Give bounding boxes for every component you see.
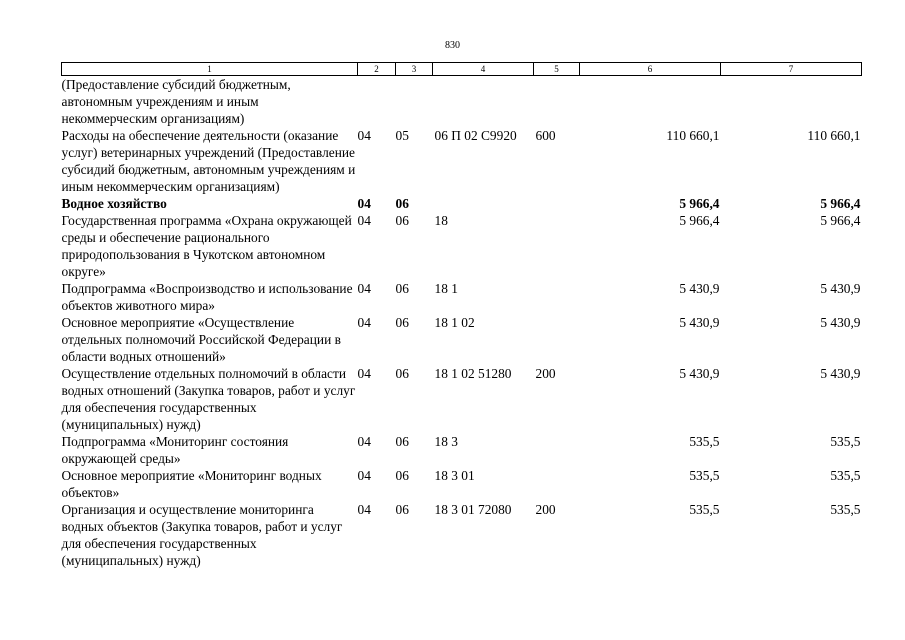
row-section: 04 [357,366,371,381]
row-expense-type [534,212,580,280]
row-name: Подпрограмма «Мониторинг состояния окружающей среды» [61,434,289,466]
row-sum-year2: 5 430,9 [820,281,861,296]
row-section: 04 [357,281,371,296]
row-sum-year2: 5 430,9 [820,366,861,381]
column-header: 4 [433,63,534,76]
column-number-header [62,63,862,76]
row-subsection: 06 [395,366,409,381]
row-sum-year1: 5 430,9 [679,315,720,330]
row-target-article: 18 1 02 [434,315,475,330]
row-sum-year2 [721,76,862,128]
row-subsection: 06 [395,213,409,228]
table-row [62,76,862,128]
row-expense-type: 200 [535,502,556,517]
table-row [62,127,862,195]
row-name: Водное хозяйство [61,196,167,211]
row-sum-year1: 5 430,9 [679,281,720,296]
row-target-article: 18 1 [434,281,458,296]
row-subsection: 06 [395,434,409,449]
row-target-article [433,195,534,212]
row-target-article: 18 [434,213,448,228]
row-target-article: 06 П 02 С9920 [434,128,517,143]
row-name: Основное мероприятие «Мониторинг водных объектов» [61,468,322,500]
table-row [62,212,862,280]
row-sum-year1: 535,5 [689,468,720,483]
column-header: 7 [721,63,862,76]
table-row [62,433,862,467]
row-section: 04 [357,213,371,228]
row-section: 04 [357,315,371,330]
row-subsection: 06 [395,281,409,296]
row-sum-year1: 535,5 [689,502,720,517]
row-sum-year1: 5 966,4 [679,213,720,228]
budget-table [61,62,862,569]
row-sum-year1: 5 430,9 [679,366,720,381]
table-body [62,76,862,570]
row-target-article: 18 3 01 72080 [434,502,512,517]
row-expense-type: 200 [535,366,556,381]
row-sum-year2: 5 430,9 [820,315,861,330]
row-expense-type [534,433,580,467]
row-target-article: 18 3 01 [434,468,475,483]
row-target-article [433,76,534,128]
row-name: Организация и осуществление мониторинга водных объектов (Закупка товаров, работ и услуг для обеспечения государственных (муниципальных) нужд) [61,502,343,568]
row-subsection: 06 [395,468,409,483]
row-section: 04 [357,196,371,211]
row-target-article: 18 3 [434,434,458,449]
row-section: 04 [357,502,371,517]
table-row [62,280,862,314]
row-name: (Предоставление субсидий бюджетным, автономным учреждениям и иным некоммерческим организациям) [61,77,291,126]
column-header: 3 [396,63,433,76]
table-row [62,314,862,365]
row-section [358,76,396,128]
row-sum-year1 [580,76,721,128]
row-subsection: 06 [395,502,409,517]
row-expense-type: 600 [535,128,556,143]
row-name: Осуществление отдельных полномочий в области водных отношений (Закупка товаров, работ и услуг для обеспечения государственных (муниципальных) нужд) [61,366,356,432]
row-subsection: 06 [395,315,409,330]
row-name: Подпрограмма «Воспроизводство и использование объектов животного мира» [61,281,353,313]
table-row [62,365,862,433]
row-name: Основное мероприятие «Осуществление отдельных полномочий Российской Федерации в области водных отношений» [61,315,341,364]
row-expense-type [534,314,580,365]
column-header: 2 [358,63,396,76]
column-header: 1 [62,63,358,76]
row-name: Государственная программа «Охрана окружающей среды и обеспечение рационального природопользования в Чукотском автономном округе» [61,213,352,279]
row-expense-type [534,467,580,501]
row-expense-type [534,76,580,128]
row-sum-year2: 535,5 [830,468,861,483]
row-sum-year1: 5 966,4 [679,196,720,211]
row-name: Расходы на обеспечение деятельности (оказание услуг) ветеринарных учреждений (Предоставление субсидий бюджетным, автономным учреждениям и иным некоммерческим организациям) [61,128,356,194]
row-sum-year2: 535,5 [830,502,861,517]
row-expense-type [534,280,580,314]
row-sum-year1: 110 660,1 [666,128,720,143]
row-target-article: 18 1 02 51280 [434,366,512,381]
table-row [62,467,862,501]
row-subsection: 05 [395,128,409,143]
row-sum-year1: 535,5 [689,434,720,449]
row-subsection [396,76,433,128]
table-row [62,501,862,569]
table-row [62,195,862,212]
row-subsection: 06 [395,196,409,211]
row-sum-year2: 5 966,4 [820,196,861,211]
row-sum-year2: 110 660,1 [807,128,861,143]
row-sum-year2: 5 966,4 [820,213,861,228]
page-number: 830 [445,40,460,51]
row-section: 04 [357,434,371,449]
row-expense-type [534,195,580,212]
row-sum-year2: 535,5 [830,434,861,449]
column-header: 6 [580,63,721,76]
column-header: 5 [534,63,580,76]
row-section: 04 [357,128,371,143]
row-section: 04 [357,468,371,483]
